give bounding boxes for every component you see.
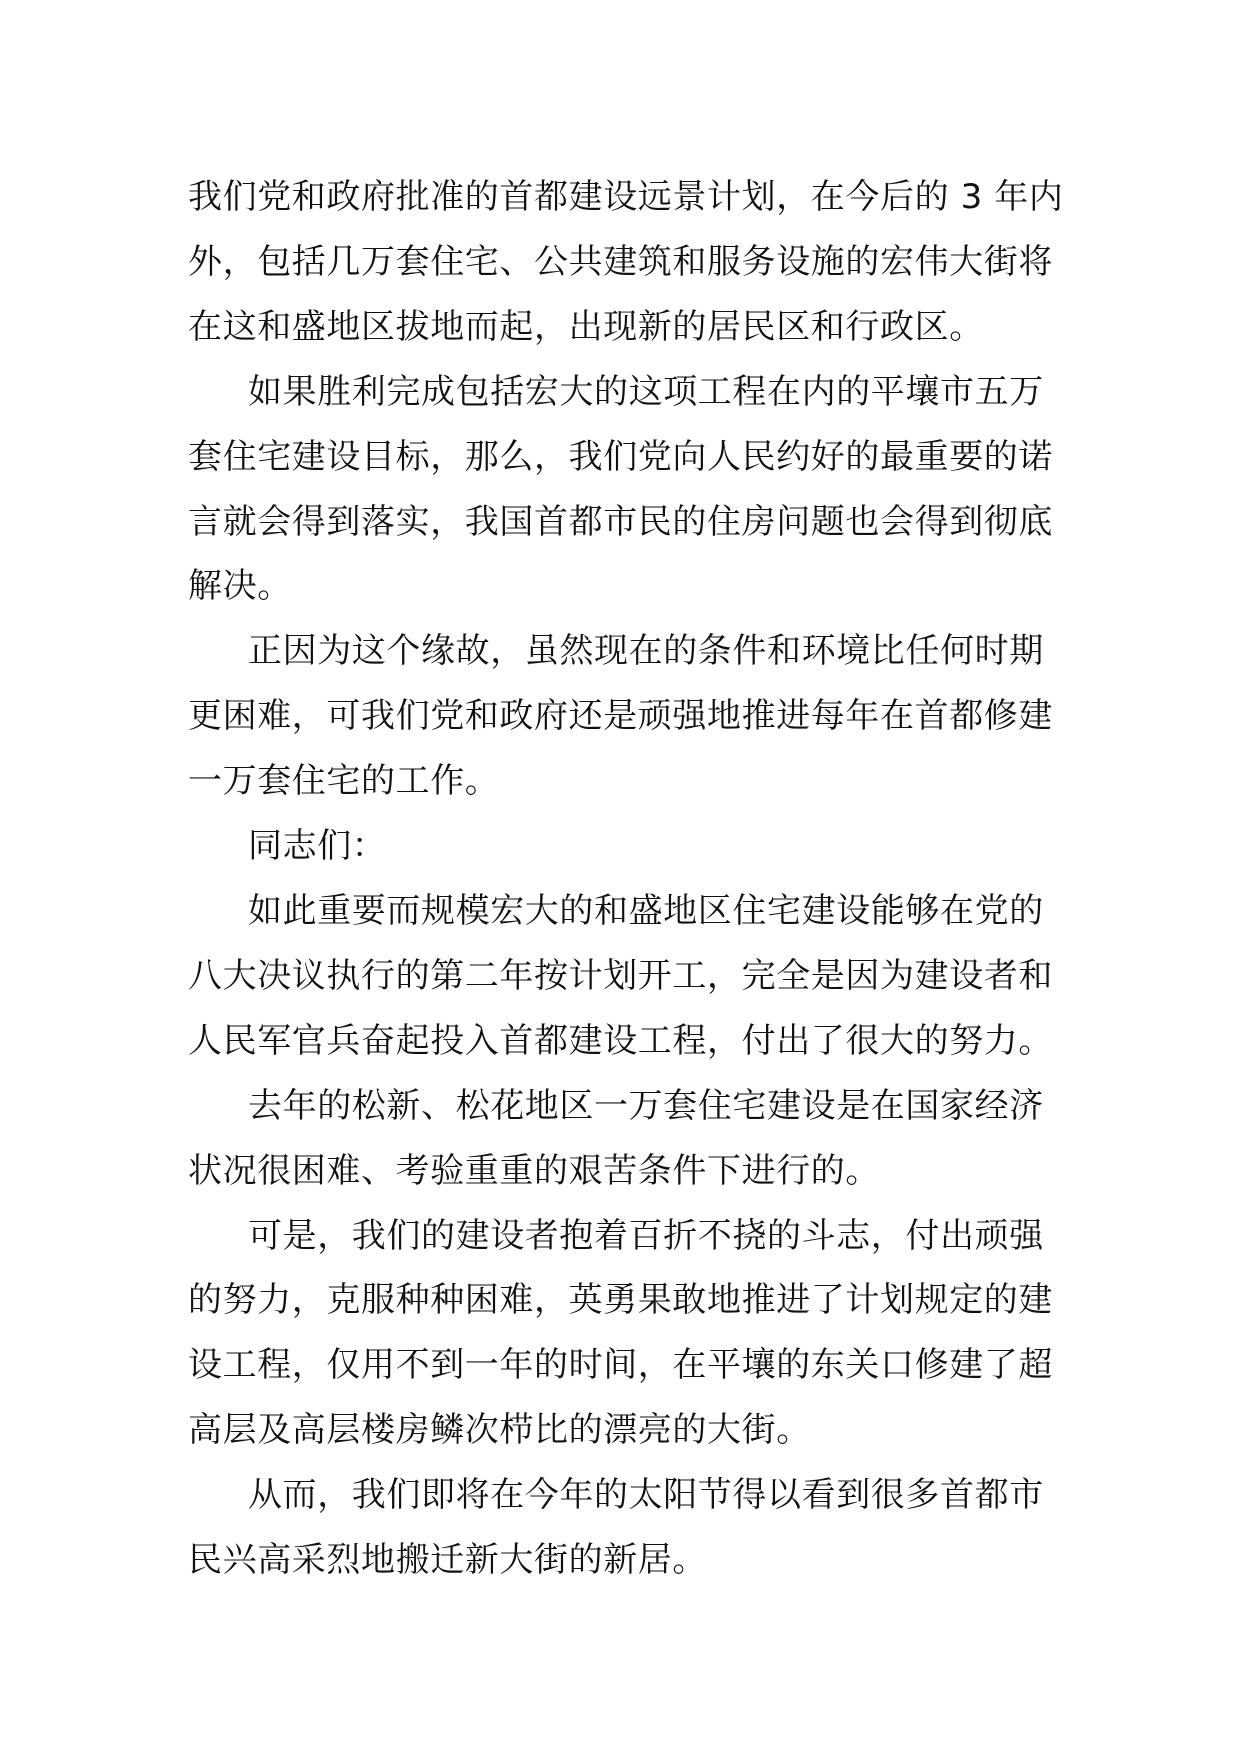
text-line: 一万套住宅的工作。 xyxy=(188,761,500,802)
text-line: 人民军官兵奋起投入首都建设工程，付出了很大的努力。 xyxy=(188,1020,1053,1061)
text-line: 外，包括几万套住宅、公共建筑和服务设施的宏伟大街将 xyxy=(188,241,1053,282)
text-line: 更困难，可我们党和政府还是顽强地推进每年在首都修建 xyxy=(188,696,1053,737)
text-line: 正因为这个缘故，虽然现在的条件和环境比任何时期 xyxy=(248,631,1044,672)
text-line: 套住宅建设目标，那么，我们党向人民约好的最重要的诺 xyxy=(188,436,1053,477)
text-line: 的努力，克服种种困难，英勇果敢地推进了计划规定的建 xyxy=(188,1280,1053,1321)
text-line: 如果胜利完成包括宏大的这项工程在内的平壤市五万 xyxy=(248,371,1044,412)
text-line: 我们党和政府批准的首都建设远景计划，在今后的 3 年内 xyxy=(188,177,1064,217)
text-line: 在这和盛地区拔地而起，出现新的居民区和行政区。 xyxy=(188,306,984,347)
paragraph xyxy=(188,619,1058,814)
paragraph xyxy=(188,1074,1058,1204)
paragraph xyxy=(188,879,1058,1074)
text-line: 去年的松新、松花地区一万套住宅建设是在国家经济 xyxy=(248,1085,1044,1126)
text-line: 言就会得到落实，我国首都市民的住房问题也会得到彻底 xyxy=(188,501,1053,542)
document-body xyxy=(188,165,1064,1593)
text-line: 八大决议执行的第二年按计划开工，完全是因为建设者和 xyxy=(188,955,1053,996)
text-line: 可是，我们的建设者抱着百折不挠的斗志，付出顽强 xyxy=(248,1215,1044,1256)
text-line: 高层及高层楼房鳞次栉比的漂亮的大街。 xyxy=(188,1410,811,1451)
text-line: 如此重要而规模宏大的和盛地区住宅建设能够在党的 xyxy=(248,890,1044,931)
text-line: 同志们： xyxy=(248,826,387,867)
text-line: 解决。 xyxy=(188,566,292,607)
text-line: 设工程，仅用不到一年的时间，在平壤的东关口修建了超 xyxy=(188,1345,1053,1386)
text-line: 状况很困难、考验重重的艰苦条件下进行的。 xyxy=(188,1150,880,1191)
paragraph xyxy=(188,1463,1058,1593)
paragraph xyxy=(188,1204,1058,1464)
text-line: 从而，我们即将在今年的太阳节得以看到很多首都市 xyxy=(248,1475,1044,1516)
paragraph xyxy=(188,360,1058,620)
paragraph xyxy=(188,165,1064,360)
text-line: 民兴高采烈地搬迁新大街的新居。 xyxy=(188,1540,707,1581)
paragraph xyxy=(188,814,1058,879)
